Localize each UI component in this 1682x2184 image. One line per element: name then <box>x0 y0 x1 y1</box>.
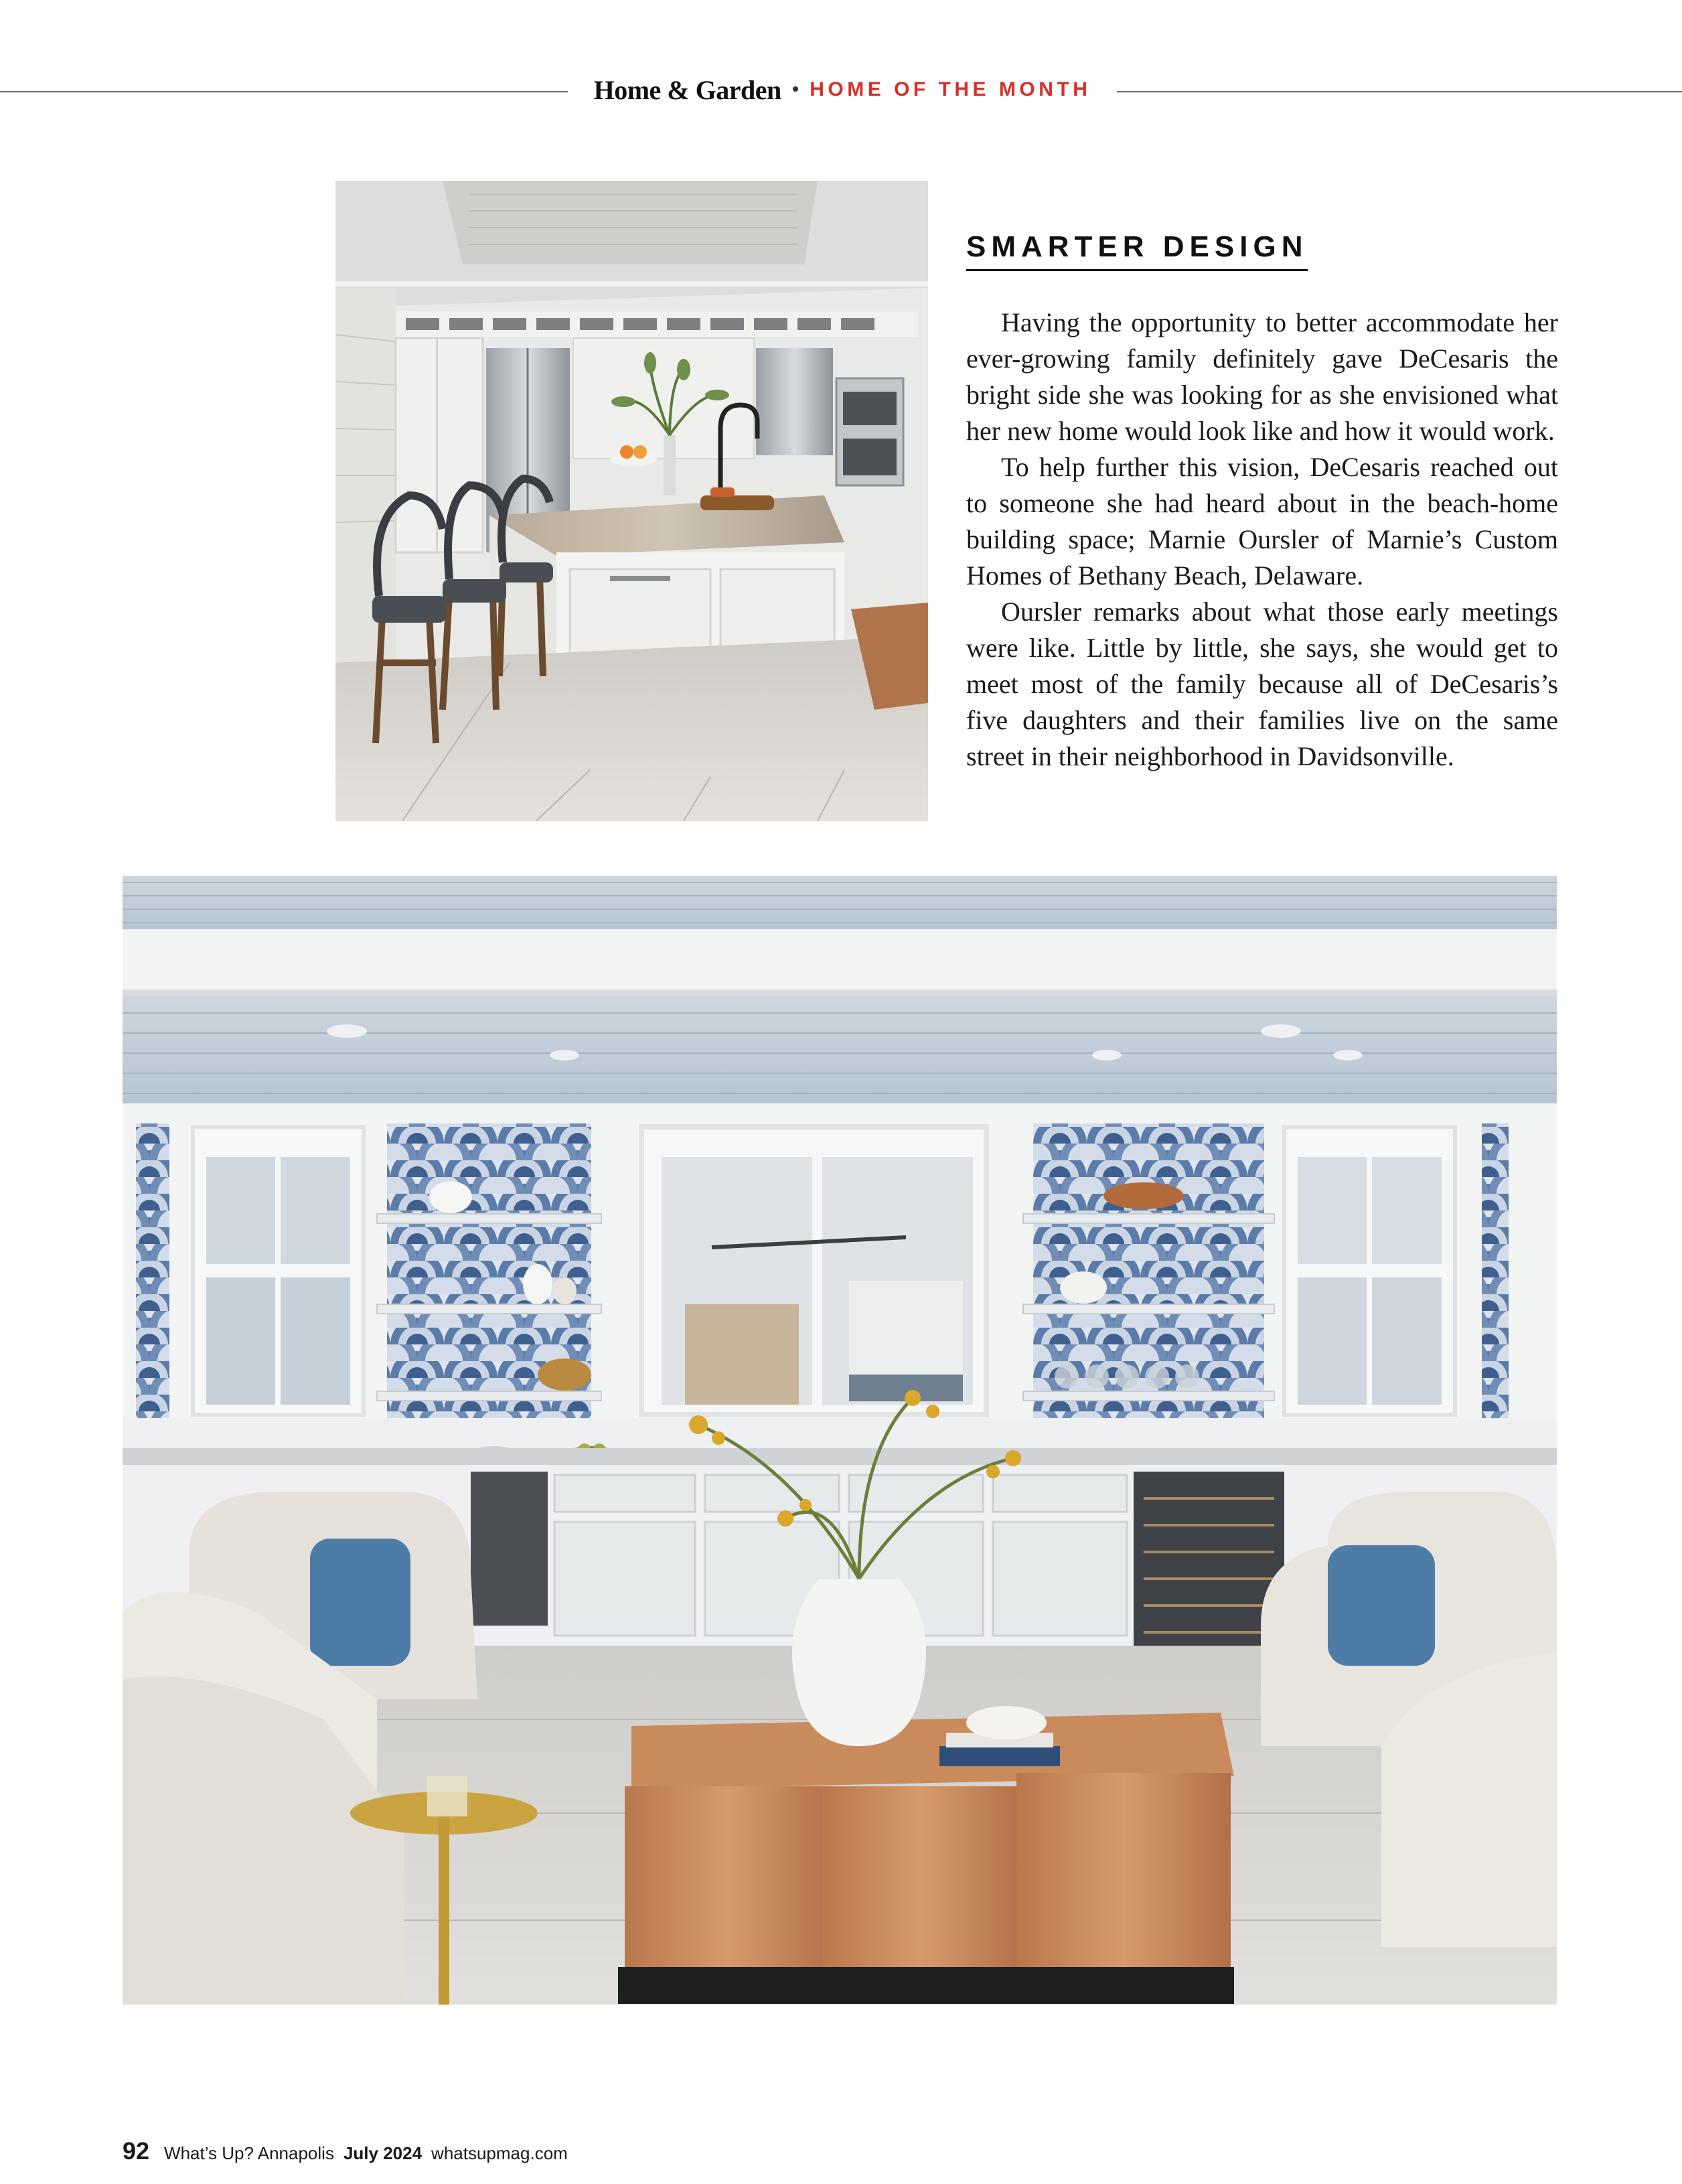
article-body <box>966 305 1558 775</box>
header-rule-right <box>1117 91 1682 92</box>
header-separator: • <box>791 78 799 100</box>
page-footer <box>123 2137 568 2171</box>
series-name: HOME OF THE MONTH <box>810 78 1091 100</box>
paragraph: Having the opportunity to better accommodate her ever-growing family definitely gave DeCesaris the bright side she was looking for as she envisioned what her new home would look like and how it would work. <box>966 307 1558 446</box>
header-title <box>581 70 1103 110</box>
section-subhead: SMARTER DESIGN <box>966 230 1308 271</box>
article-text <box>966 230 1558 775</box>
website-link[interactable]: whatsupmag.com <box>431 2143 568 2163</box>
living-room-photo <box>123 876 1557 2005</box>
section-name: Home & Garden <box>593 74 781 105</box>
header-rule-left <box>0 91 568 92</box>
paragraph: Oursler remarks about what those early meetings were like. Little by little, she says, she would get to meet most of the family because all of DeCesaris’s five daughters and their families live on the same street in their neighborhood in Davidsonville. <box>966 597 1558 771</box>
paragraph: To help further this vision, DeCesaris reached out to someone she had heard about in the beach-home building space; Marnie Oursler of Marnie’s Custom Homes of Bethany Beach, Delaware. <box>966 452 1558 591</box>
page-number: 92 <box>123 2137 150 2165</box>
running-header <box>0 70 1682 110</box>
issue-date: July 2024 <box>343 2143 423 2163</box>
publication-name: What’s Up? Annapolis <box>164 2143 334 2163</box>
kitchen-photo <box>335 181 928 821</box>
